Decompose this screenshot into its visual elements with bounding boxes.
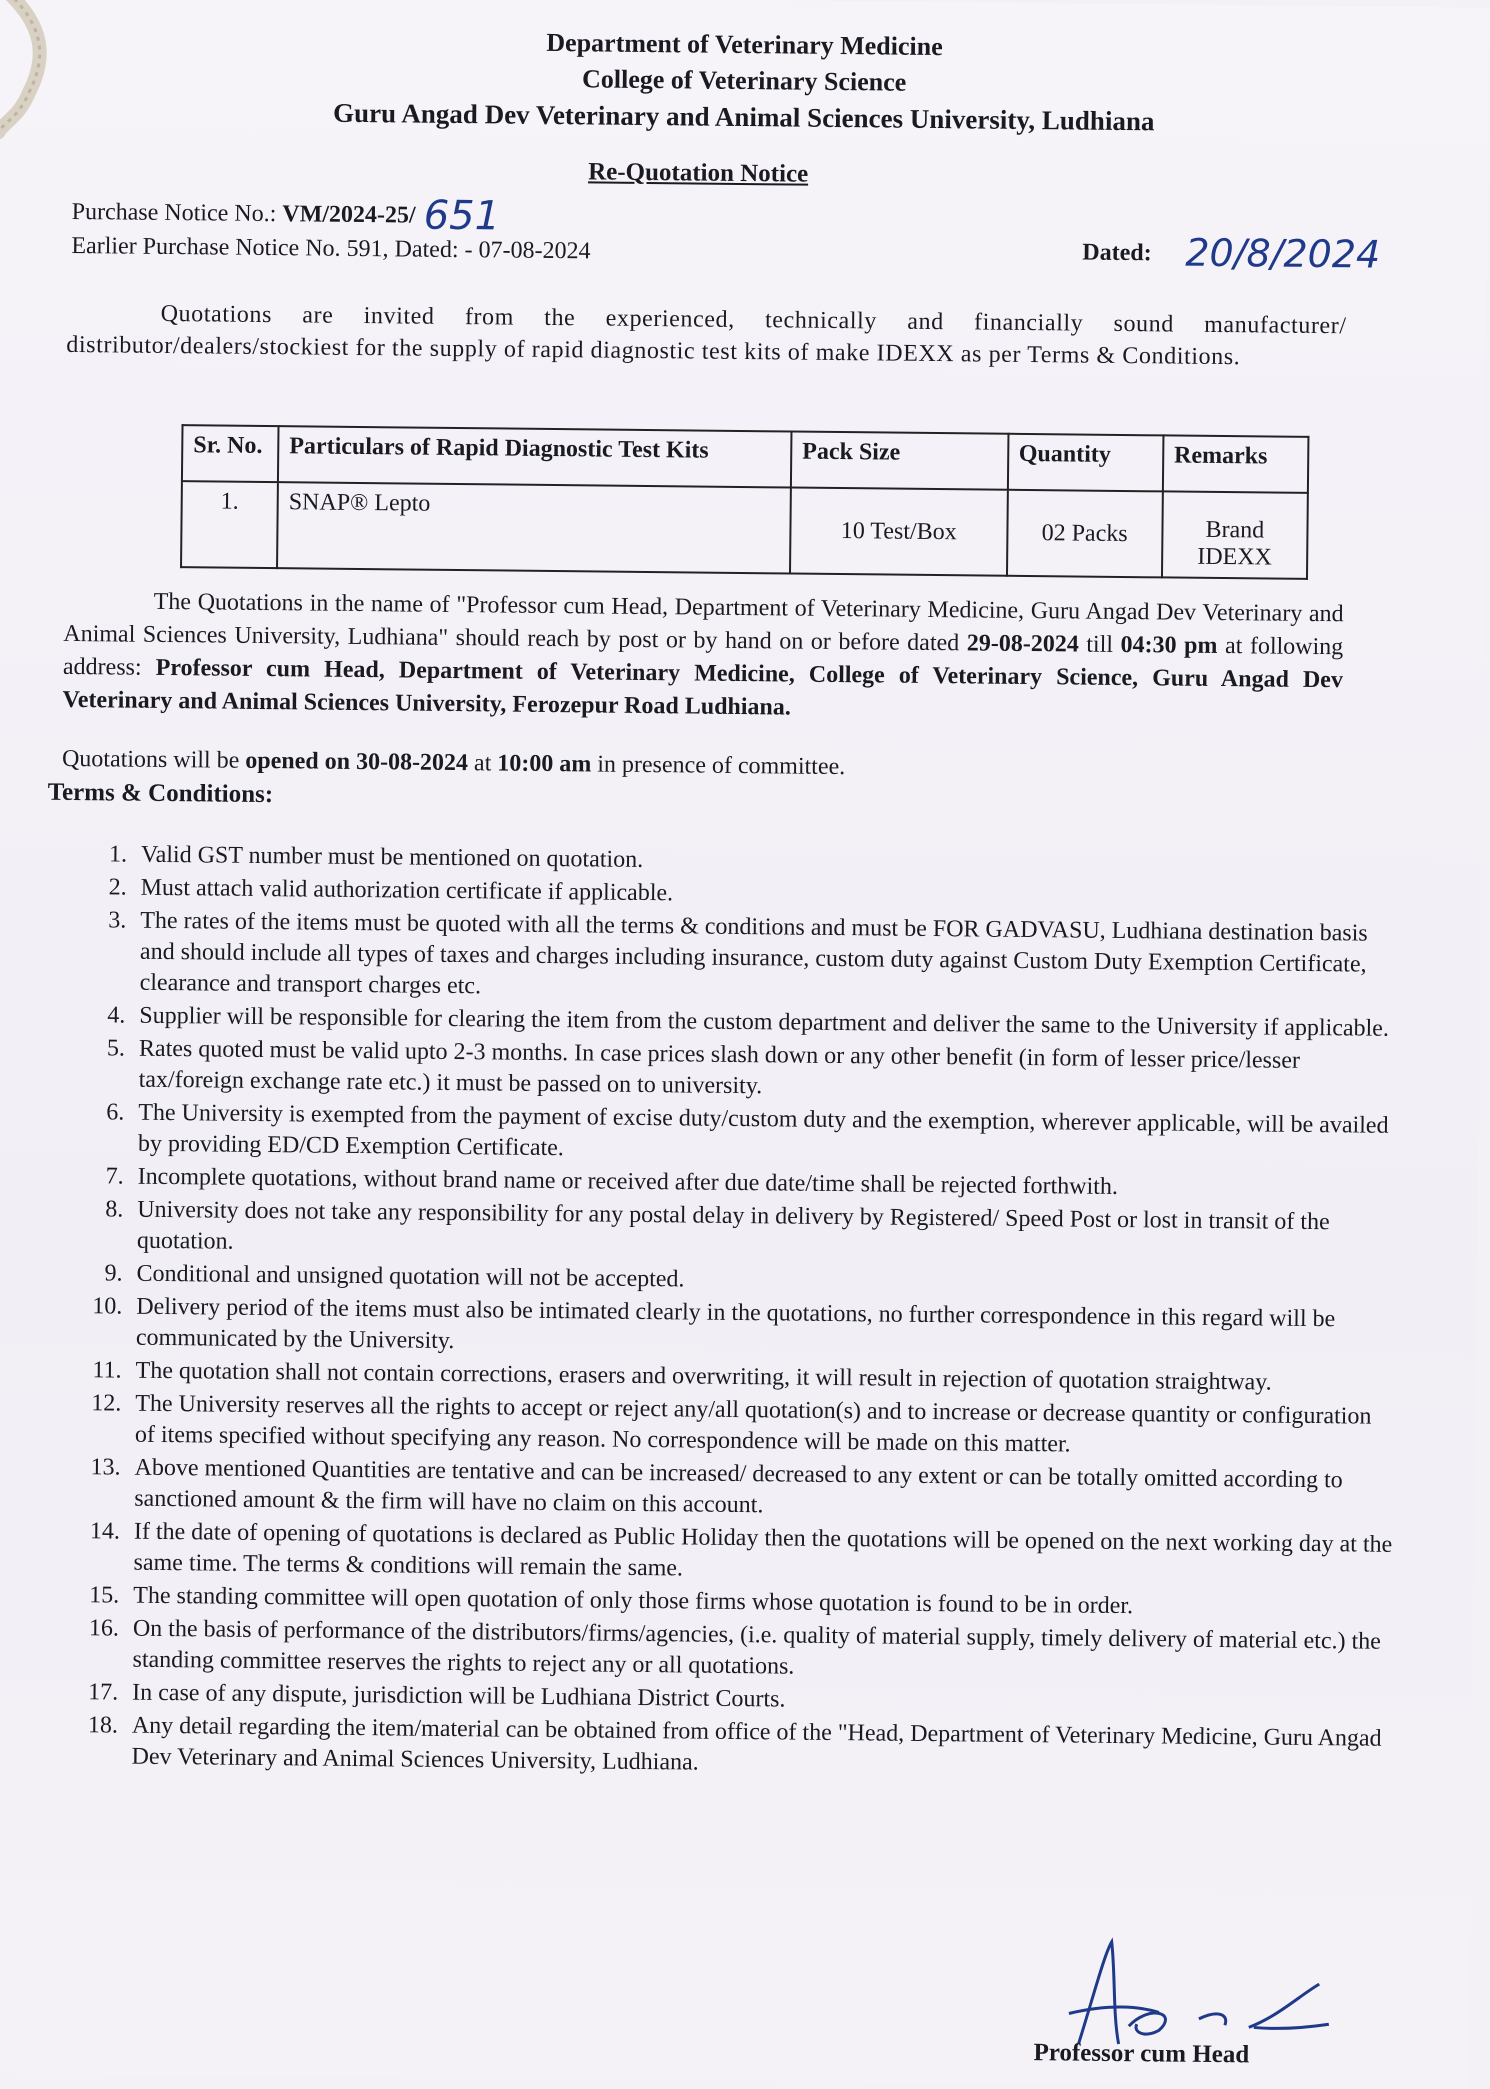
list-item: 12. The University reserves all the rights to accept or reject any/all quotation(s) and to increase or decrease quantity or configuration of items specified without specifying any reason. No correspondence will be made on this matter.	[127, 1389, 1398, 1464]
terms-list	[51, 839, 1403, 1788]
intro-text: Quotations are invited from the experienced, technically and financially sound manufacturer/ distributor/dealers/stockiest for the supply of rapid diagnostic test kits of make IDEXX as per Terms & Conditions.	[66, 300, 1347, 371]
list-item: 3. The rates of the items must be quoted with all the terms & conditions and must be FOR GADVASU, Ludhiana destination basis and should include all types of taxes and charges including insurance, custom duty against Custom Duty Exemption Certificate, clearance and transport charges etc.	[132, 906, 1403, 1012]
col-quantity: Quantity	[1007, 434, 1163, 492]
purchase-notice-label: Purchase Notice No.:	[71, 198, 283, 228]
col-pack-size: Pack Size	[791, 432, 1008, 490]
list-item: 16. On the basis of performance of the distributors/firms/agencies, (i.e. quality of material supply, timely delivery of material etc.) the standing committee reserves the rights to reject any or all quotations.	[124, 1614, 1395, 1689]
list-item: 15. The standing committee will open quotation of only those firms whose quotation is found to be in order.	[125, 1581, 1395, 1625]
items-table	[180, 424, 1309, 580]
deadline-time: 04:30 pm	[1120, 631, 1218, 659]
college-heading: College of Veterinary Science	[581, 64, 907, 97]
list-item: 18. Any detail regarding the item/material can be obtained from office of the "Head, Department of Veterinary Medicine, Guru Angad Dev Veterinary and Animal Sciences University, Ludhiana.	[123, 1711, 1394, 1786]
earlier-notice-line: Earlier Purchase Notice No. 591, Dated: - 07-08-2024	[71, 232, 591, 265]
col-sr-no: Sr. No.	[182, 425, 279, 482]
address-text-1: The Quotations in the name of "Professor cum Head, Department of Veterinary Medicine, Guru Angad Dev Veterinary and Animal Sciences University, Ludhiana" should reach by post or by hand on or before dated	[63, 588, 1344, 657]
list-item: 14. If the date of opening of quotations is declared as Public Holiday then the quotations will be opened on the next working day at the same time. The terms & conditions will remain the same.	[125, 1517, 1396, 1592]
notice-title: Re-Quotation Notice	[588, 158, 809, 188]
list-item: 4. Supplier will be responsible for clearing the item from the custom department and deliver the same to the University if applicable.	[131, 1001, 1401, 1045]
cell-particular: SNAP® Lepto	[277, 482, 791, 573]
list-item: 13. Above mentioned Quantities are tentative and can be increased/ decreased to any extent or can be totally omitted according to sanctioned amount & the firm will have no claim on this account.	[126, 1453, 1397, 1528]
department-heading: Department of Veterinary Medicine	[546, 27, 943, 62]
col-particulars: Particulars of Rapid Diagnostic Test Kits	[278, 426, 791, 487]
list-item: 17. In case of any dispute, jurisdiction will be Ludhiana District Courts.	[124, 1678, 1394, 1722]
university-heading: Guru Angad Dev Veterinary and Animal Sciences University, Ludhiana	[332, 97, 1155, 137]
cell-remarks: Brand IDEXX	[1162, 491, 1308, 579]
intro-paragraph	[66, 297, 1347, 374]
opening-text-2: at	[467, 750, 498, 777]
list-item: 10. Delivery period of the items must also be intimated clearly in the quotations, no further correspondence in this regard will be communicated by the University.	[128, 1292, 1399, 1367]
list-item: 9. Conditional and unsigned quotation will not be accepted.	[128, 1259, 1398, 1303]
list-item: 7. Incomplete quotations, without brand name or received after due date/time shall be rejected forthwith.	[129, 1162, 1399, 1206]
opening-time: 10:00 am	[497, 750, 592, 778]
list-item: 6. The University is exempted from the payment of excise duty/custom duty and the exemption, wherever applicable, will be availed by providing ED/CD Exemption Certificate.	[130, 1098, 1401, 1173]
cell-qty: 02 Packs	[1007, 490, 1163, 578]
signatory-title: Professor cum Head	[1033, 2039, 1250, 2069]
address-text-3: at following address:	[62, 632, 1344, 681]
table-row	[181, 481, 1308, 579]
cell-pack: 10 Test/Box	[790, 488, 1007, 576]
col-remarks: Remarks	[1163, 435, 1309, 493]
list-item: 2. Must attach valid authorization certificate if applicable.	[133, 873, 1403, 917]
cell-sr: 1.	[181, 481, 278, 568]
address-paragraph	[62, 585, 1343, 730]
opening-text-1: Quotations will be	[61, 745, 246, 774]
handwritten-date: 20/8/2024	[1185, 230, 1381, 277]
list-item: 5. Rates quoted must be valid upto 2-3 months. In case prices slash down or any other benefit (in form of lesser price/lesser tax/foreign exchange rate etc.) it must be passed on to university.	[130, 1034, 1401, 1109]
list-item: 11. The quotation shall not contain corrections, erasers and overwriting, it will result in rejection of quotation straightway.	[127, 1356, 1397, 1400]
signature-image	[1049, 1933, 1350, 2056]
dated-label: Dated:	[1082, 239, 1152, 267]
address-text-2: till	[1078, 631, 1121, 658]
deadline-date: 29-08-2024	[966, 630, 1079, 658]
purchase-notice-number: VM/2024-25/	[282, 201, 416, 229]
list-item: 1. Valid GST number must be mentioned on quotation.	[133, 840, 1403, 884]
purchase-notice-line	[72, 199, 416, 230]
terms-heading: Terms & Conditions:	[47, 778, 274, 809]
handwritten-notice-number: 651	[423, 192, 501, 240]
list-item: 8. University does not take any responsibility for any postal delay in delivery by Registered/ Speed Post or lost in transit of the quotation.	[129, 1195, 1400, 1270]
opening-text-3: in presence of committee.	[591, 751, 846, 781]
submission-address: Professor cum Head, Department of Veterinary Medicine, College of Veterinary Science, Guru Angad Dev Veterinary and Animal Sciences University, Ferozepur Road Ludhiana.	[62, 654, 1344, 721]
opening-date: opened on 30-08-2024	[245, 747, 469, 777]
